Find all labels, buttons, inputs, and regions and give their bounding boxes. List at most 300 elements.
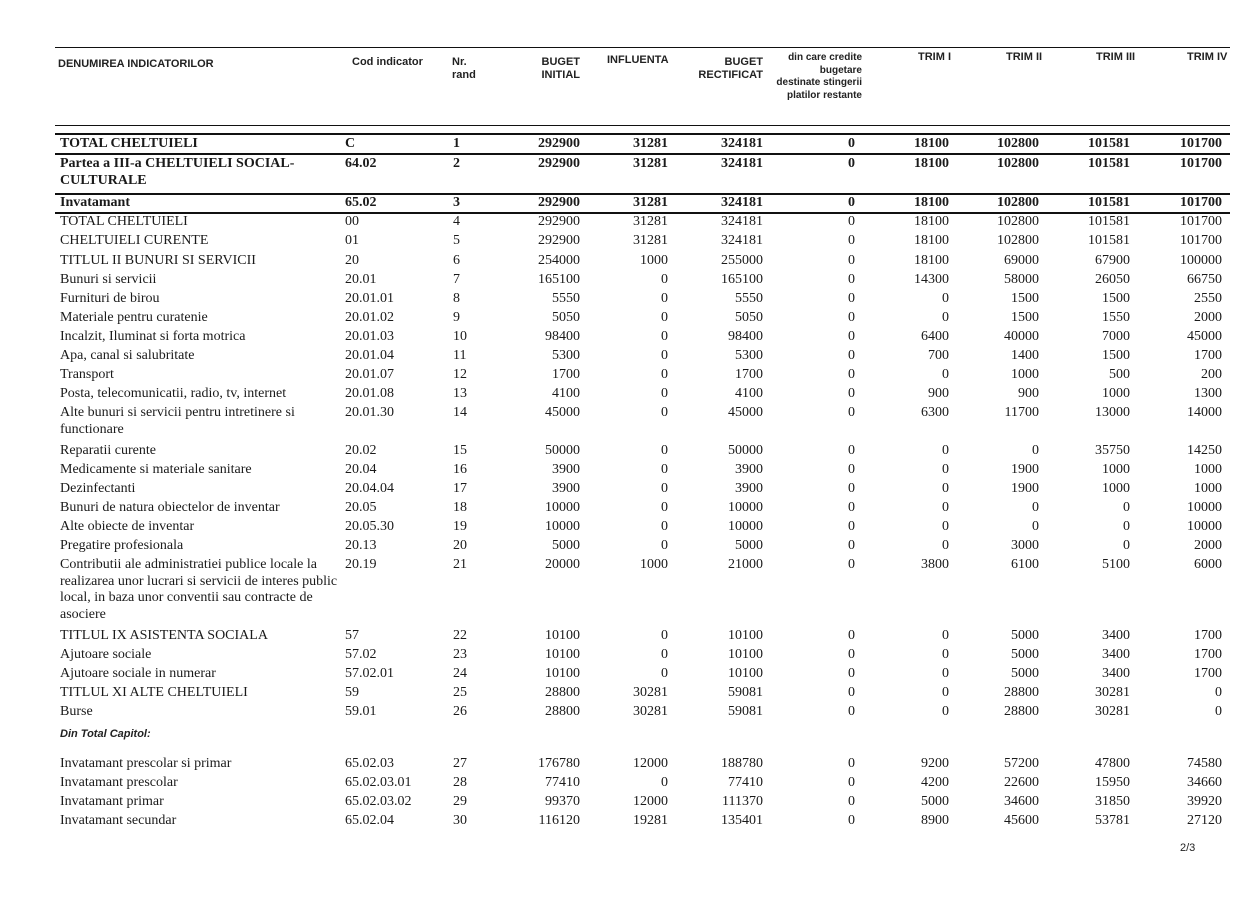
row-name: TOTAL CHELTUIELI [60, 136, 198, 151]
row-value: 39920 [1187, 794, 1222, 809]
row-code: 20.01.07 [345, 367, 394, 382]
row-value: 5000 [921, 794, 949, 809]
header-trim3: TRIM III [1096, 51, 1136, 63]
row-value: 101581 [1088, 233, 1130, 248]
row-value: 102800 [997, 195, 1039, 210]
row-value: 34660 [1187, 775, 1222, 790]
row-name: Reparatii curente [60, 443, 157, 458]
row-value: 0 [942, 519, 949, 534]
row-value: 1000 [1102, 386, 1130, 401]
row-nr: 27 [453, 756, 467, 771]
row-value: 18100 [914, 136, 949, 151]
row-value: 18100 [914, 195, 949, 210]
row-value: 5000 [552, 538, 580, 553]
row-value: 1400 [1011, 348, 1039, 363]
row-value: 165100 [721, 272, 763, 287]
header-trim1: TRIM I [918, 51, 951, 63]
row-value: 0 [848, 647, 855, 662]
row-value: 0 [661, 481, 668, 496]
row-code: 65.02.03.02 [345, 794, 412, 809]
row-value: 0 [848, 405, 855, 420]
row-nr: 8 [453, 291, 460, 306]
row-value: 0 [848, 500, 855, 515]
page-number: 2/3 [1180, 842, 1196, 854]
row-nr: 29 [453, 794, 467, 809]
row-value: 12000 [633, 756, 668, 771]
row-value: 4100 [552, 386, 580, 401]
row-name: Ajutoare sociale [60, 647, 152, 662]
row-value: 31281 [633, 214, 668, 229]
row-value: 0 [848, 348, 855, 363]
row-value: 1700 [1194, 647, 1222, 662]
row-value: 0 [848, 367, 855, 382]
row-name: Partea a III-a CHELTUIELI SOCIAL-CULTURALE [60, 156, 295, 188]
header-denumire: DENUMIREA INDICATORILOR [58, 58, 214, 70]
row-value: 1500 [1102, 291, 1130, 306]
row-code: 20.01.01 [345, 291, 394, 306]
row-value: 0 [942, 443, 949, 458]
row-code: 20.05 [345, 500, 377, 515]
row-code: 20.04 [345, 462, 377, 477]
header-trim4: TRIM IV [1187, 51, 1228, 63]
row-value: 0 [848, 310, 855, 325]
row-value: 47800 [1095, 756, 1130, 771]
row-value: 45000 [1187, 329, 1222, 344]
row-nr: 17 [453, 481, 467, 496]
row-value: 0 [942, 291, 949, 306]
row-value: 0 [942, 647, 949, 662]
row-value: 1700 [552, 367, 580, 382]
row-value: 10100 [545, 666, 580, 681]
row-value: 0 [1215, 685, 1222, 700]
row-value: 102800 [997, 156, 1039, 171]
row-value: 0 [848, 136, 855, 151]
row-name: TITLUL IX ASISTENTA SOCIALA [60, 628, 268, 643]
row-value: 101700 [1180, 136, 1222, 151]
row-nr: 5 [453, 233, 460, 248]
row-value: 31281 [633, 136, 668, 151]
row-value: 5000 [1011, 666, 1039, 681]
row-value: 14300 [914, 272, 949, 287]
row-name: Furnituri de birou [60, 291, 160, 306]
row-nr: 7 [453, 272, 460, 287]
row-value: 1500 [1011, 291, 1039, 306]
row-value: 0 [848, 628, 855, 643]
row-value: 176780 [538, 756, 580, 771]
row-value: 69000 [1004, 253, 1039, 268]
row-value: 324181 [721, 156, 763, 171]
row-value: 0 [848, 195, 855, 210]
row-value: 0 [1123, 538, 1130, 553]
row-value: 10000 [1187, 519, 1222, 534]
row-value: 0 [1215, 704, 1222, 719]
row-value: 99370 [545, 794, 580, 809]
row-name: Materiale pentru curatenie [60, 310, 208, 325]
row-name: Alte bunuri si servicii pentru intretinere si functionare [60, 405, 295, 437]
row-value: 1000 [640, 557, 668, 572]
row-value: 21000 [728, 557, 763, 572]
row-value: 18100 [914, 214, 949, 229]
row-value: 0 [848, 233, 855, 248]
row-value: 0 [848, 462, 855, 477]
row-code: 65.02.03 [345, 756, 394, 771]
row-name: TOTAL CHELTUIELI [60, 214, 188, 229]
row-value: 18100 [914, 156, 949, 171]
row-name: Invatamant primar [60, 794, 164, 809]
row-code: 20.01.08 [345, 386, 394, 401]
row-nr: 6 [453, 253, 460, 268]
row-name: Invatamant prescolar si primar [60, 756, 232, 771]
row-value: 28800 [545, 685, 580, 700]
row-code: 20 [345, 253, 359, 268]
row-value: 6400 [921, 329, 949, 344]
row-value: 0 [848, 666, 855, 681]
row-code: 57.02.01 [345, 666, 394, 681]
row-value: 98400 [728, 329, 763, 344]
row-value: 0 [848, 538, 855, 553]
row-value: 5000 [735, 538, 763, 553]
row-value: 66750 [1187, 272, 1222, 287]
row-value: 13000 [1095, 405, 1130, 420]
row-value: 1550 [1102, 310, 1130, 325]
row-name: Bunuri de natura obiectelor de inventar [60, 500, 280, 515]
row-value: 1000 [1102, 462, 1130, 477]
row-value: 10000 [728, 519, 763, 534]
row-value: 0 [848, 813, 855, 828]
row-value: 101700 [1180, 156, 1222, 171]
row-value: 0 [661, 386, 668, 401]
row-code: 20.02 [345, 443, 377, 458]
row-nr: 1 [453, 136, 460, 151]
row-code: 59 [345, 685, 359, 700]
row-value: 18100 [914, 253, 949, 268]
row-value: 98400 [545, 329, 580, 344]
row-nr: 4 [453, 214, 460, 229]
row-value: 58000 [1004, 272, 1039, 287]
row-value: 292900 [538, 156, 580, 171]
row-value: 0 [661, 367, 668, 382]
row-value: 0 [661, 647, 668, 662]
row-value: 1900 [1011, 481, 1039, 496]
row-value: 0 [942, 704, 949, 719]
row-value: 10000 [545, 500, 580, 515]
row-code: 57.02 [345, 647, 377, 662]
row-value: 0 [661, 462, 668, 477]
row-value: 0 [848, 557, 855, 572]
row-value: 0 [661, 291, 668, 306]
row-value: 101700 [1180, 195, 1222, 210]
row-value: 1900 [1011, 462, 1039, 477]
row-value: 101581 [1088, 195, 1130, 210]
row-name: Posta, telecomunicatii, radio, tv, internet [60, 386, 287, 401]
row-value: 5550 [735, 291, 763, 306]
row-value: 0 [1123, 500, 1130, 515]
row-value: 34600 [1004, 794, 1039, 809]
row-nr: 24 [453, 666, 467, 681]
row-nr: 22 [453, 628, 467, 643]
row-value: 12000 [633, 794, 668, 809]
row-value: 0 [942, 628, 949, 643]
row-value: 0 [848, 794, 855, 809]
row-value: 18100 [914, 233, 949, 248]
row-value: 31281 [633, 195, 668, 210]
row-value: 31281 [633, 233, 668, 248]
row-name: Apa, canal si salubritate [60, 348, 195, 363]
row-value: 100000 [1180, 253, 1222, 268]
row-value: 111370 [722, 794, 763, 809]
row-code: 01 [345, 233, 359, 248]
row-value: 900 [1018, 386, 1039, 401]
row-value: 28800 [1004, 685, 1039, 700]
row-name: Bunuri si servicii [60, 272, 157, 287]
row-value: 2000 [1194, 310, 1222, 325]
row-code: 20.01.03 [345, 329, 394, 344]
row-value: 0 [1123, 519, 1130, 534]
row-value: 10100 [728, 666, 763, 681]
row-value: 0 [661, 405, 668, 420]
row-value: 30281 [1095, 685, 1130, 700]
row-value: 101700 [1180, 233, 1222, 248]
row-value: 5100 [1102, 557, 1130, 572]
row-nr: 2 [453, 156, 460, 171]
row-nr: 13 [453, 386, 467, 401]
row-value: 27120 [1187, 813, 1222, 828]
row-code: 59.01 [345, 704, 377, 719]
row-name: TITLUL II BUNURI SI SERVICII [60, 253, 256, 268]
row-value: 4200 [921, 775, 949, 790]
row-value: 53781 [1095, 813, 1130, 828]
row-nr: 9 [453, 310, 460, 325]
row-value: 19281 [633, 813, 668, 828]
row-value: 0 [1032, 500, 1039, 515]
row-value: 0 [848, 443, 855, 458]
row-nr: 25 [453, 685, 467, 700]
row-value: 324181 [721, 214, 763, 229]
row-value: 10000 [1187, 500, 1222, 515]
row-value: 1000 [1194, 481, 1222, 496]
row-value: 10000 [545, 519, 580, 534]
row-value: 67900 [1095, 253, 1130, 268]
row-value: 0 [848, 156, 855, 171]
header-nr-line1: Nr. [452, 56, 467, 68]
row-value: 0 [848, 386, 855, 401]
row-value: 1700 [1194, 628, 1222, 643]
row-value: 9200 [921, 756, 949, 771]
row-name: Invatamant [60, 195, 131, 210]
row-value: 59081 [728, 685, 763, 700]
row-value: 1000 [1011, 367, 1039, 382]
row-value: 74580 [1187, 756, 1222, 771]
row-value: 3900 [552, 481, 580, 496]
header-credite-line2: bugetare [819, 64, 862, 76]
row-value: 31850 [1095, 794, 1130, 809]
row-value: 1500 [1102, 348, 1130, 363]
row-code: 64.02 [345, 156, 377, 171]
row-code: 57 [345, 628, 359, 643]
subheading-din-total-capitol: Din Total Capitol: [60, 728, 151, 740]
row-value: 0 [942, 310, 949, 325]
row-name: Alte obiecte de inventar [60, 519, 195, 534]
row-name: Invatamant prescolar [60, 775, 178, 790]
row-value: 22600 [1004, 775, 1039, 790]
row-value: 77410 [545, 775, 580, 790]
row-nr: 19 [453, 519, 467, 534]
row-value: 0 [848, 519, 855, 534]
row-code: 20.01.02 [345, 310, 394, 325]
row-value: 30281 [633, 685, 668, 700]
row-value: 900 [928, 386, 949, 401]
row-name: Transport [60, 367, 114, 382]
row-value: 3400 [1102, 628, 1130, 643]
header-credite-line4: platilor restante [786, 89, 862, 101]
row-value: 0 [848, 756, 855, 771]
header-buget-rectificat-line1: BUGET [724, 56, 763, 68]
row-value: 3400 [1102, 647, 1130, 662]
row-nr: 10 [453, 329, 467, 344]
row-value: 5000 [1011, 647, 1039, 662]
row-value: 1700 [735, 367, 763, 382]
row-value: 10100 [728, 628, 763, 643]
row-value: 1000 [1194, 462, 1222, 477]
row-value: 0 [848, 481, 855, 496]
row-code: 20.01.30 [345, 405, 394, 420]
row-value: 0 [848, 775, 855, 790]
row-value: 0 [942, 666, 949, 681]
row-value: 5050 [552, 310, 580, 325]
row-value: 0 [661, 628, 668, 643]
header-trim2: TRIM II [1006, 51, 1043, 63]
row-code: 65.02 [345, 195, 377, 210]
row-value: 200 [1201, 367, 1222, 382]
row-value: 3000 [1011, 538, 1039, 553]
row-value: 101581 [1088, 156, 1130, 171]
row-value: 5050 [735, 310, 763, 325]
row-value: 102800 [997, 233, 1039, 248]
row-nr: 15 [453, 443, 467, 458]
row-code: 65.02.04 [345, 813, 394, 828]
row-value: 0 [942, 462, 949, 477]
row-value: 0 [1032, 519, 1039, 534]
header-buget-initial-line1: BUGET [541, 56, 580, 68]
row-value: 324181 [721, 195, 763, 210]
row-value: 292900 [538, 136, 580, 151]
row-value: 500 [1109, 367, 1130, 382]
row-value: 35750 [1095, 443, 1130, 458]
row-nr: 11 [453, 348, 467, 363]
row-nr: 23 [453, 647, 467, 662]
row-value: 45000 [728, 405, 763, 420]
row-value: 50000 [728, 443, 763, 458]
row-value: 20000 [545, 557, 580, 572]
row-value: 0 [942, 481, 949, 496]
row-value: 101581 [1088, 136, 1130, 151]
row-value: 5300 [735, 348, 763, 363]
row-value: 3900 [552, 462, 580, 477]
row-name: Incalzit, Iluminat si forta motrica [60, 329, 246, 344]
row-value: 28800 [545, 704, 580, 719]
row-value: 0 [1032, 443, 1039, 458]
row-nr: 14 [453, 405, 467, 420]
row-code: 20.01 [345, 272, 377, 287]
row-nr: 30 [453, 813, 467, 828]
row-value: 45000 [545, 405, 580, 420]
row-value: 0 [848, 704, 855, 719]
row-value: 324181 [721, 136, 763, 151]
row-value: 0 [661, 310, 668, 325]
row-code: 65.02.03.01 [345, 775, 412, 790]
row-nr: 12 [453, 367, 467, 382]
header-buget-initial-line2: INITIAL [541, 69, 580, 81]
row-code: 20.13 [345, 538, 377, 553]
row-value: 10000 [728, 500, 763, 515]
row-name: Burse [60, 704, 93, 719]
row-value: 11700 [1004, 405, 1039, 420]
header-credite-line3: destinate stingerii [776, 77, 862, 88]
row-value: 0 [848, 685, 855, 700]
row-value: 0 [661, 272, 668, 287]
row-value: 0 [661, 519, 668, 534]
row-value: 26050 [1095, 272, 1130, 287]
row-value: 15950 [1095, 775, 1130, 790]
row-nr: 3 [453, 195, 460, 210]
row-code: 20.04.04 [345, 481, 394, 496]
row-value: 1300 [1194, 386, 1222, 401]
row-value: 292900 [538, 214, 580, 229]
row-value: 292900 [538, 233, 580, 248]
row-value: 0 [848, 291, 855, 306]
row-value: 10100 [545, 647, 580, 662]
row-name: Ajutoare sociale in numerar [60, 666, 216, 681]
row-value: 1500 [1011, 310, 1039, 325]
row-value: 3900 [735, 462, 763, 477]
row-nr: 28 [453, 775, 467, 790]
row-code: 20.05.30 [345, 519, 394, 534]
row-value: 2000 [1194, 538, 1222, 553]
row-value: 30281 [1095, 704, 1130, 719]
row-value: 40000 [1004, 329, 1039, 344]
row-value: 14250 [1187, 443, 1222, 458]
row-value: 31281 [633, 156, 668, 171]
row-value: 14000 [1187, 405, 1222, 420]
row-nr: 26 [453, 704, 467, 719]
row-nr: 21 [453, 557, 467, 572]
row-value: 6100 [1011, 557, 1039, 572]
row-code: 20.01.04 [345, 348, 394, 363]
row-value: 102800 [997, 136, 1039, 151]
row-name: Medicamente si materiale sanitare [60, 462, 252, 477]
row-value: 50000 [545, 443, 580, 458]
header-influenta: INFLUENTA [607, 54, 669, 66]
row-value: 0 [942, 685, 949, 700]
row-value: 0 [942, 538, 949, 553]
row-value: 116120 [538, 813, 580, 828]
row-name: Dezinfectanti [60, 481, 136, 496]
row-value: 10100 [728, 647, 763, 662]
row-value: 3400 [1102, 666, 1130, 681]
row-value: 7000 [1102, 329, 1130, 344]
row-value: 0 [942, 367, 949, 382]
row-value: 0 [661, 538, 668, 553]
row-value: 8900 [921, 813, 949, 828]
row-value: 101700 [1180, 214, 1222, 229]
row-value: 1700 [1194, 666, 1222, 681]
row-value: 0 [848, 253, 855, 268]
row-value: 5000 [1011, 628, 1039, 643]
row-value: 5550 [552, 291, 580, 306]
row-value: 45600 [1004, 813, 1039, 828]
row-nr: 16 [453, 462, 467, 477]
row-name: Contributii ale administratiei publice locale la realizarea unor lucrari si servicii de interes public local, in baza unor conventii sau contracte de asociere [60, 557, 338, 622]
